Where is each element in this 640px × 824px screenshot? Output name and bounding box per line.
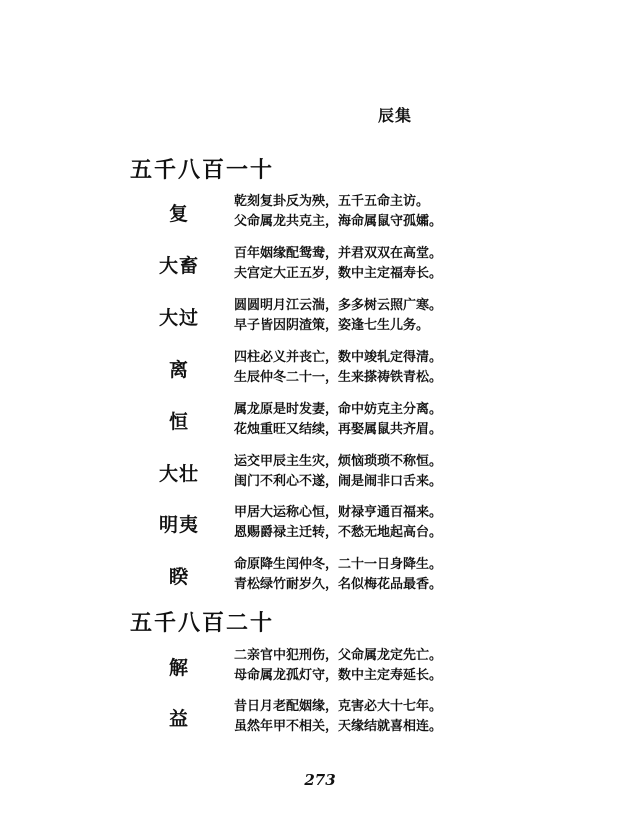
entry-ming-yi bbox=[0, 503, 640, 547]
verse-line: 甲居大运称心恒，财禄亨通百福来。 bbox=[234, 505, 443, 520]
verse-block bbox=[234, 697, 614, 737]
verse-block bbox=[234, 348, 614, 388]
running-head: 辰集 bbox=[378, 106, 413, 125]
verse-line: 圆圆明月江云湍，多多树云照广寒。 bbox=[234, 298, 443, 313]
verse-block bbox=[234, 244, 614, 284]
hexagram-name: 离 bbox=[168, 359, 189, 381]
verse-block bbox=[234, 452, 614, 492]
hexagram-name: 明夷 bbox=[158, 514, 199, 536]
verse-line: 夫宫定大正五岁，数中主定福寿长。 bbox=[234, 266, 443, 281]
verse-line: 属龙原是时发妻，命中妨克主分离。 bbox=[234, 402, 443, 417]
hexagram-name: 大畜 bbox=[158, 255, 199, 277]
verse-block bbox=[234, 400, 614, 440]
verse-line: 闺门不利心不遂，闹是闹非口舌来。 bbox=[234, 474, 443, 489]
verse-line: 生辰仲冬二十一，生来搽祷铁青松。 bbox=[234, 370, 443, 385]
verse-block bbox=[234, 503, 614, 543]
hexagram-name: 大过 bbox=[158, 307, 199, 329]
hexagram-name: 解 bbox=[168, 657, 189, 679]
verse-line: 青松绿竹耐岁久，名似梅花品最香。 bbox=[234, 577, 443, 592]
hexagram-name: 睽 bbox=[168, 566, 189, 588]
verse-line: 百年姻缘配鸳鸯，并君双双在高堂。 bbox=[234, 246, 443, 261]
verse-block bbox=[234, 296, 614, 336]
entry-da-xu bbox=[0, 244, 640, 288]
verse-line: 早子皆因阴渣策，姿逢七生儿务。 bbox=[234, 318, 430, 333]
section-title: 五千八百一十 bbox=[130, 157, 275, 183]
section-title: 五千八百二十 bbox=[130, 610, 275, 636]
verse-block bbox=[234, 555, 614, 595]
verse-line: 虽然年甲不相关，天缘结就喜相连。 bbox=[234, 719, 443, 734]
verse-block bbox=[234, 192, 614, 232]
entry-kui bbox=[0, 555, 640, 599]
entry-li bbox=[0, 348, 640, 392]
hexagram-name: 复 bbox=[168, 203, 189, 225]
verse-line: 花烛重旺又结续，再娶属鼠共齐眉。 bbox=[234, 422, 443, 437]
hexagram-name: 益 bbox=[168, 708, 189, 730]
verse-block bbox=[234, 646, 614, 686]
hexagram-name: 大壮 bbox=[158, 463, 199, 485]
verse-line: 乾刻复卦反为殃，五千五命主访。 bbox=[234, 194, 430, 209]
verse-line: 四柱必义并丧亡，数中竣轧定得清。 bbox=[234, 350, 443, 365]
page-number: 273 bbox=[304, 771, 336, 789]
entry-da-guo bbox=[0, 296, 640, 340]
entry-xie bbox=[0, 646, 640, 690]
verse-line: 昔日月老配姻缘，克害必大十七年。 bbox=[234, 699, 443, 714]
verse-line: 命原降生闰仲冬，二十一日身降生。 bbox=[234, 557, 443, 572]
hexagram-name: 恒 bbox=[168, 411, 189, 433]
entry-da-zhuang bbox=[0, 452, 640, 496]
verse-line: 二亲官中犯刑伤，父命属龙定先亡。 bbox=[234, 648, 443, 663]
entry-yi bbox=[0, 697, 640, 741]
entry-heng bbox=[0, 400, 640, 444]
entry-fu bbox=[0, 192, 640, 236]
verse-line: 运交甲辰主生灾，烦恼琐琐不称恒。 bbox=[234, 454, 443, 469]
verse-line: 母命属龙孤灯守，数中主定寿延长。 bbox=[234, 668, 443, 683]
verse-line: 父命属龙共克主，海命属鼠守孤孀。 bbox=[234, 214, 443, 229]
verse-line: 恩赐爵禄主迁转，不愁无地起高台。 bbox=[234, 525, 443, 540]
